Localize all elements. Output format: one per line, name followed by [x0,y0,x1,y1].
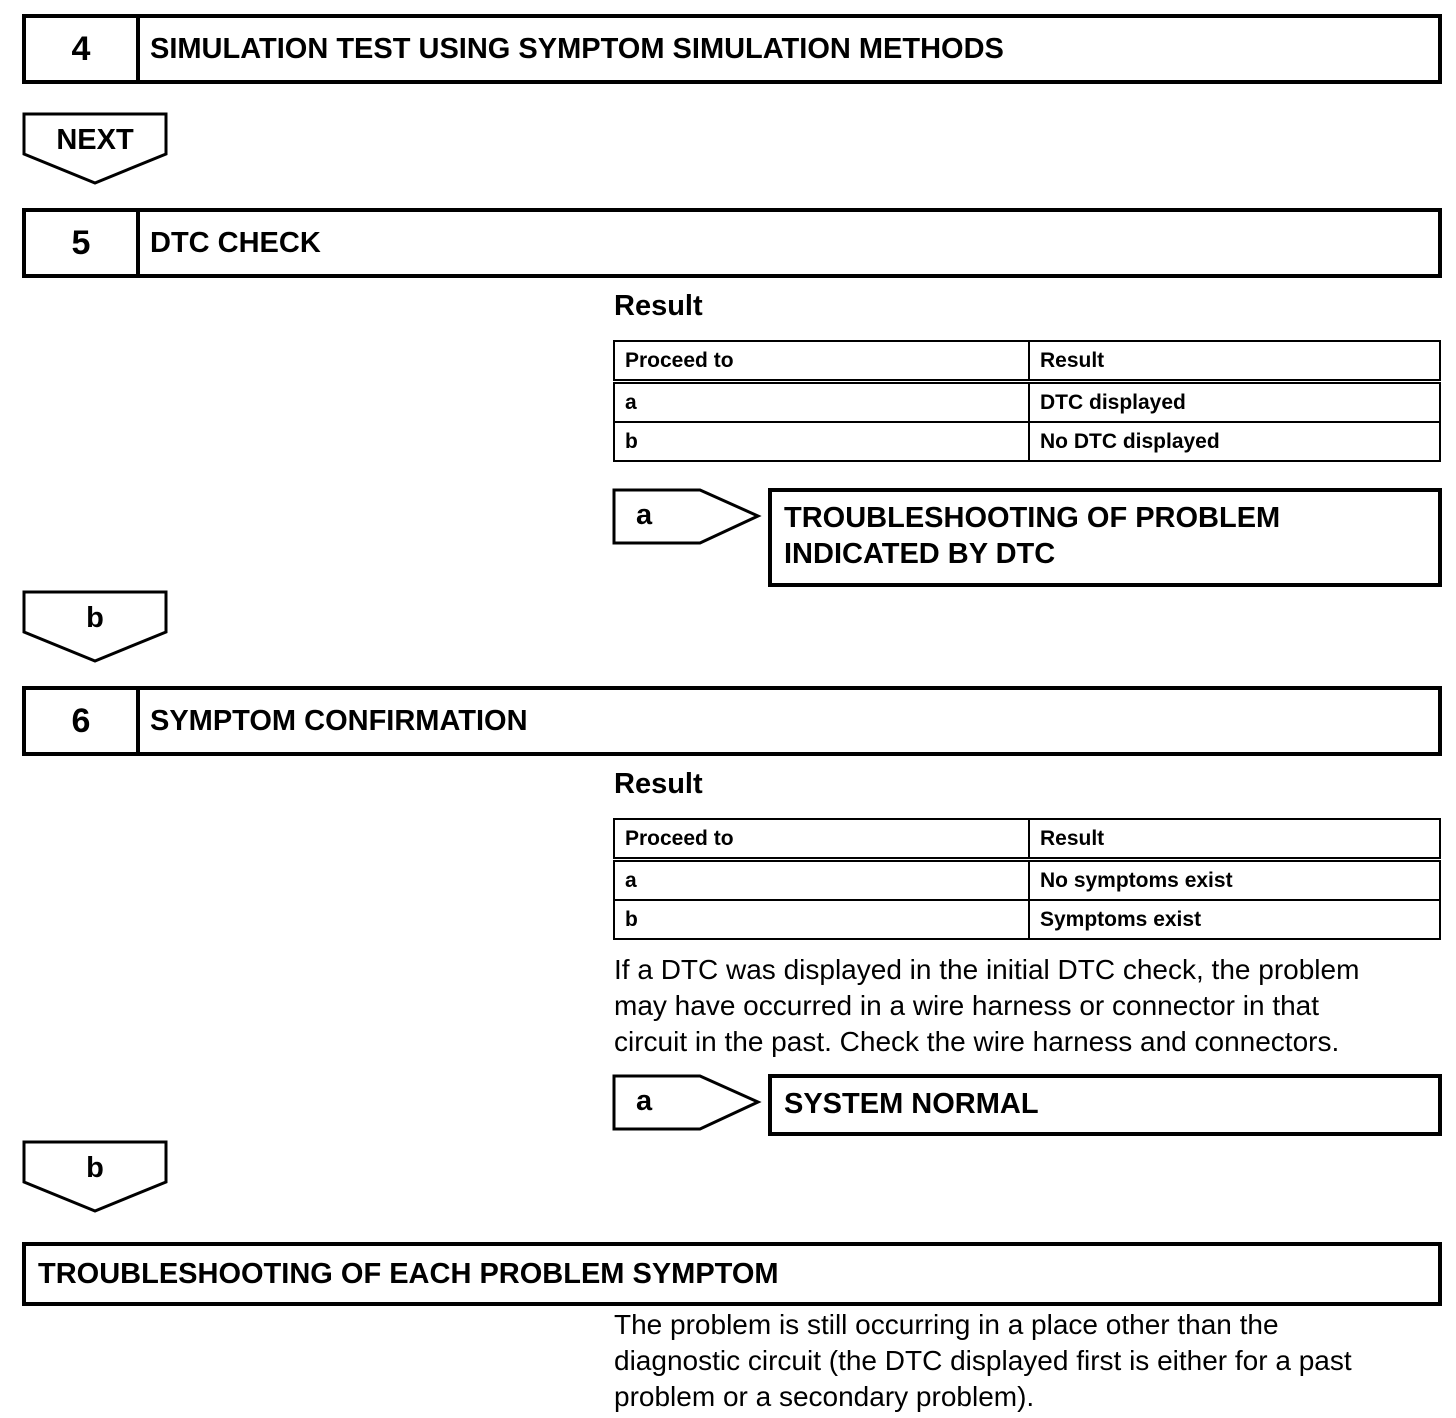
table-cell: DTC displayed [1029,382,1440,423]
table-cell: b [614,900,1029,939]
final-box [22,1242,1442,1306]
result-heading: Result [614,768,703,800]
table-row [614,860,1440,901]
a-arrow-label: a [636,499,653,531]
step-4-box [22,14,1442,84]
table-header-row [614,341,1440,382]
table-row [614,900,1440,939]
step-6-box [22,686,1442,756]
result-table [613,340,1441,462]
table-cell: Symptoms exist [1029,900,1440,939]
step-title: DTC CHECK [150,226,321,259]
table-header-row [614,819,1440,860]
destination-box [768,488,1442,587]
note-line: diagnostic circuit (the DTC displayed first is either for a past [614,1345,1352,1376]
note-line: The problem is still occurring in a place other than the [614,1309,1279,1340]
right-arrow-icon [612,1074,762,1132]
result-table [613,818,1441,940]
b-arrow-label: b [86,602,104,634]
table-cell: No DTC displayed [1029,422,1440,461]
note-line: may have occurred in a wire harness or connector in that [614,990,1320,1021]
step-number: 6 [26,690,140,752]
header-cell: Result [1029,341,1440,382]
next-arrow-label: NEXT [56,124,134,156]
note-line: If a DTC was displayed in the initial DTC check, the problem [614,954,1360,985]
table-cell: a [614,860,1029,901]
b-arrow-label: b [86,1152,104,1184]
table-cell: a [614,382,1029,423]
destination-line: INDICATED BY DTC [784,538,1056,570]
table-cell: b [614,422,1029,461]
table-row [614,422,1440,461]
table-row [614,382,1440,423]
header-cell: Proceed to [614,819,1029,860]
final-title: TROUBLESHOOTING OF EACH PROBLEM SYMPTOM [38,1257,779,1290]
header-cell: Result [1029,819,1440,860]
result-heading: Result [614,290,703,322]
destination-line: SYSTEM NORMAL [784,1088,1039,1120]
a-arrow-label: a [636,1085,653,1117]
note-line: problem or a secondary problem). [614,1381,1035,1412]
step-title: SYMPTOM CONFIRMATION [150,704,528,737]
header-cell: Proceed to [614,341,1029,382]
table-cell: No symptoms exist [1029,860,1440,901]
final-note [614,1307,1442,1415]
step-title: SIMULATION TEST USING SYMPTOM SIMULATION METHODS [150,32,1004,65]
note-line: circuit in the past. Check the wire harness and connectors. [614,1026,1340,1057]
step-5-box [22,208,1442,278]
destination-line: TROUBLESHOOTING OF PROBLEM [784,502,1281,534]
destination-box [768,1074,1442,1136]
right-arrow-icon [612,488,762,546]
step-number: 4 [26,18,140,80]
step-6-note [614,952,1442,1060]
step-number: 5 [26,212,140,274]
